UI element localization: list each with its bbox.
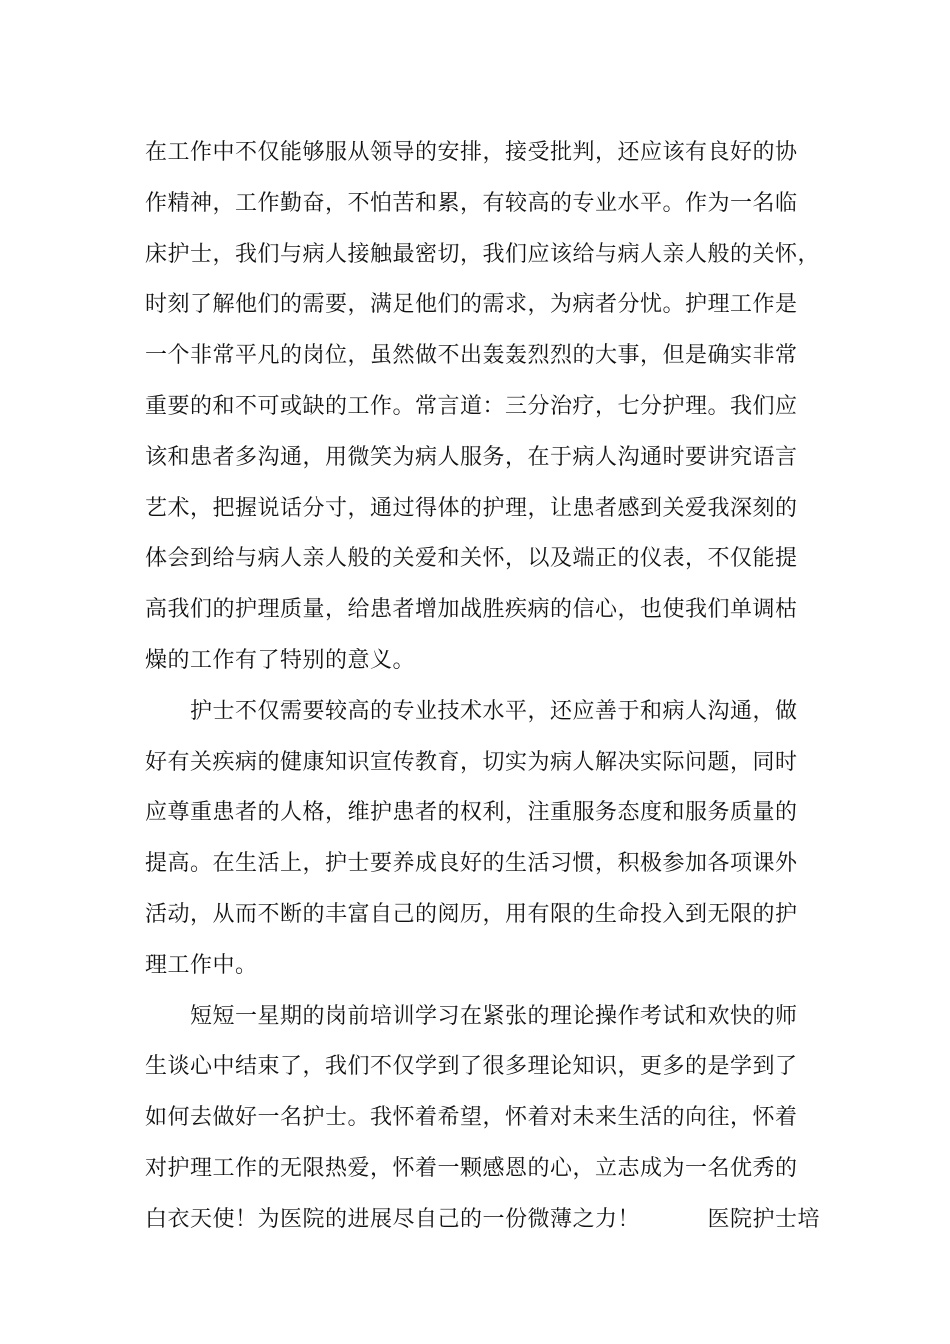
text-line: 体会到给与病人亲人般的关爱和关怀，以及端正的仪表，不仅能提 bbox=[145, 546, 798, 572]
text-line: 如何去做好一名护士。我怀着希望，怀着对未来生活的向往，怀着 bbox=[145, 1105, 798, 1131]
text-line: 白衣天使！为医院的进展尽自己的一份微薄之力！ 医院护士培 bbox=[145, 1206, 821, 1232]
paragraph-start-line: 护士不仅需要较高的专业技术水平，还应善于和病人沟通，做 bbox=[190, 698, 798, 724]
text-line: 一个非常平凡的岗位，虽然做不出轰轰烈烈的大事，但是确实非常 bbox=[145, 343, 798, 369]
text-line: 应尊重患者的人格，维护患者的权利，注重服务态度和服务质量的 bbox=[145, 800, 798, 826]
text-line: 对护理工作的无限热爱，怀着一颗感恩的心，立志成为一名优秀的 bbox=[145, 1155, 798, 1181]
text-line: 提高。在生活上，护士要养成良好的生活习惯，积极参加各项课外 bbox=[145, 851, 798, 877]
text-line: 活动，从而不断的丰富自己的阅历，用有限的生命投入到无限的护 bbox=[145, 901, 798, 927]
text-line: 该和患者多沟通，用微笑为病人服务，在于病人沟通时要讲究语言 bbox=[145, 444, 798, 470]
text-line: 理工作中。 bbox=[145, 952, 258, 978]
body-text bbox=[145, 128, 835, 1246]
text-line: 艺术，把握说话分寸，通过得体的护理，让患者感到关爱我深刻的 bbox=[145, 495, 798, 521]
text-line: 重要的和不可或缺的工作。常言道：三分治疗，七分护理。我们应 bbox=[145, 393, 798, 419]
text-line: 作精神，工作勤奋，不怕苦和累，有较高的专业水平。作为一名临 bbox=[145, 190, 798, 216]
text-line: 好有关疾病的健康知识宣传教育，切实为病人解决实际问题，同时 bbox=[145, 749, 798, 775]
text-line: 燥的工作有了特别的意义。 bbox=[145, 647, 416, 673]
text-line: 在工作中不仅能够服从领导的安排，接受批判，还应该有良好的协 bbox=[145, 140, 798, 165]
text-line: 时刻了解他们的需要，满足他们的需求，为病者分忧。护理工作是 bbox=[145, 292, 798, 318]
paragraph-start-line: 短短一星期的岗前培训学习在紧张的理论操作考试和欢快的师 bbox=[190, 1003, 798, 1029]
text-line: 生谈心中结束了，我们不仅学到了很多理论知识，更多的是学到了 bbox=[145, 1054, 798, 1080]
text-line: 床护士，我们与病人接触最密切，我们应该给与病人亲人般的关怀， bbox=[145, 241, 821, 267]
text-line: 高我们的护理质量，给患者增加战胜疾病的信心，也使我们单调枯 bbox=[145, 597, 798, 623]
